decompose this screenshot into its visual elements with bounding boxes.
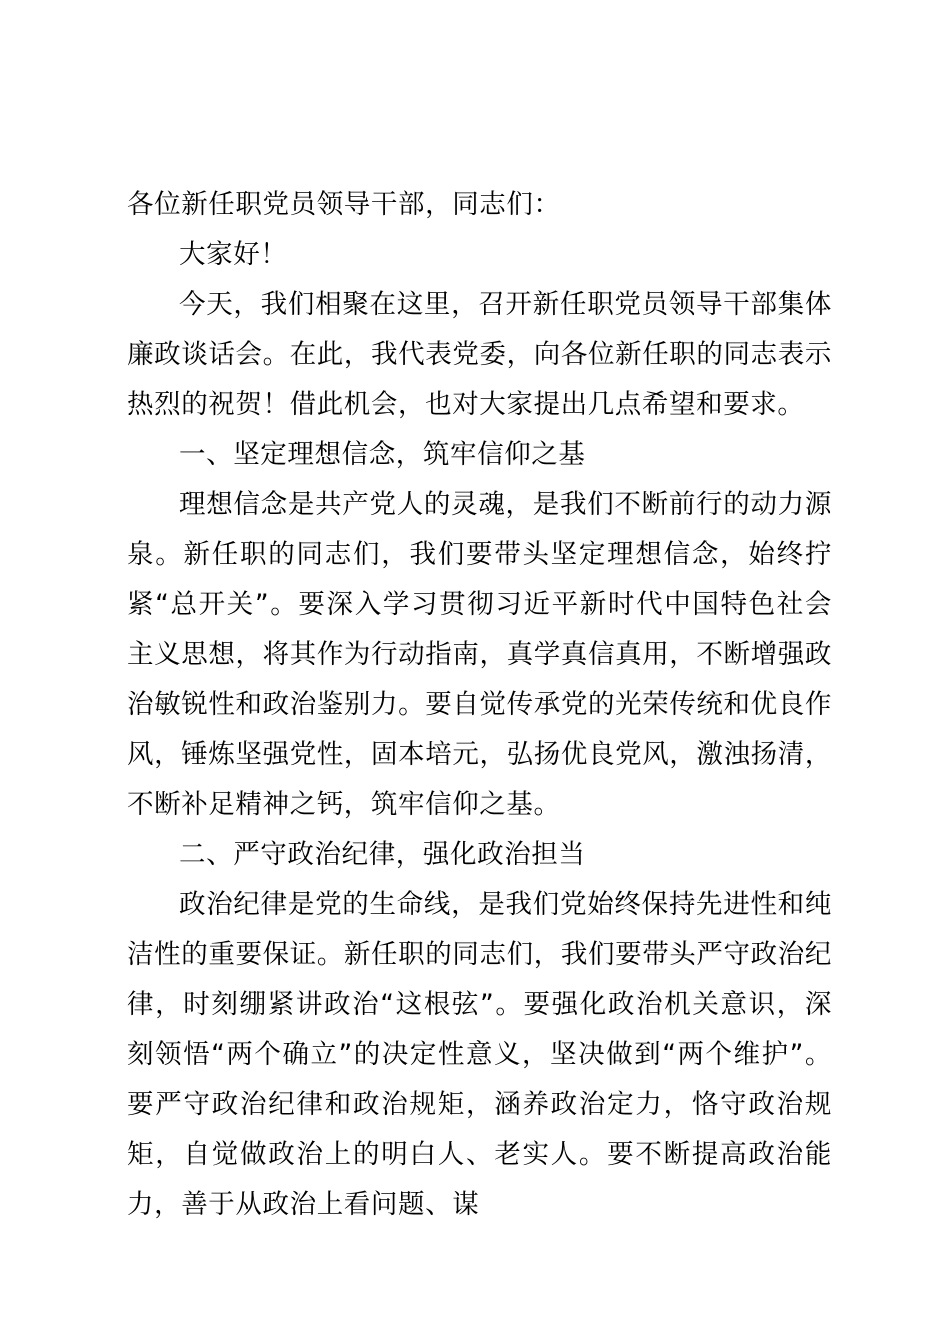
document-body bbox=[127, 180, 832, 1230]
section-heading-1: 一、坚定理想信念，筑牢信仰之基 bbox=[179, 439, 586, 470]
section-body-2: 政治纪律是党的生命线，是我们党始终保持先进性和纯洁性的重要保证。新任职的同志们，我们要带头严守政治纪律，时刻绷紧讲政治“这根弦”。要强化政治机关意识，深刻领悟“两个确立”的决定性意义，坚决做到“两个维护”。要严守政治纪律和政治规矩，涵养政治定力，恪守政治规矩，自觉做政治上的明白人、老实人。要不断提高政治能力，善于从政治上看问题、谋 bbox=[127, 889, 832, 1220]
greeting: 大家好！ bbox=[179, 239, 288, 270]
salutation: 各位新任职党员领导干部，同志们： bbox=[127, 189, 561, 220]
section-heading-2: 二、严守政治纪律，强化政治担当 bbox=[179, 839, 586, 870]
intro-paragraph: 今天，我们相聚在这里，召开新任职党员领导干部集体廉政谈话会。在此，我代表党委，向各位新任职的同志表示热烈的祝贺！借此机会，也对大家提出几点希望和要求。 bbox=[127, 289, 832, 420]
section-body-1: 理想信念是共产党人的灵魂，是我们不断前行的动力源泉。新任职的同志们，我们要带头坚定理想信念，始终拧紧“总开关”。要深入学习贯彻习近平新时代中国特色社会主义思想，将其作为行动指南，真学真信真用，不断增强政治敏锐性和政治鉴别力。要自觉传承党的光荣传统和优良作风，锤炼坚强党性，固本培元，弘扬优良党风，激浊扬清，不断补足精神之钙，筑牢信仰之基。 bbox=[127, 489, 832, 820]
